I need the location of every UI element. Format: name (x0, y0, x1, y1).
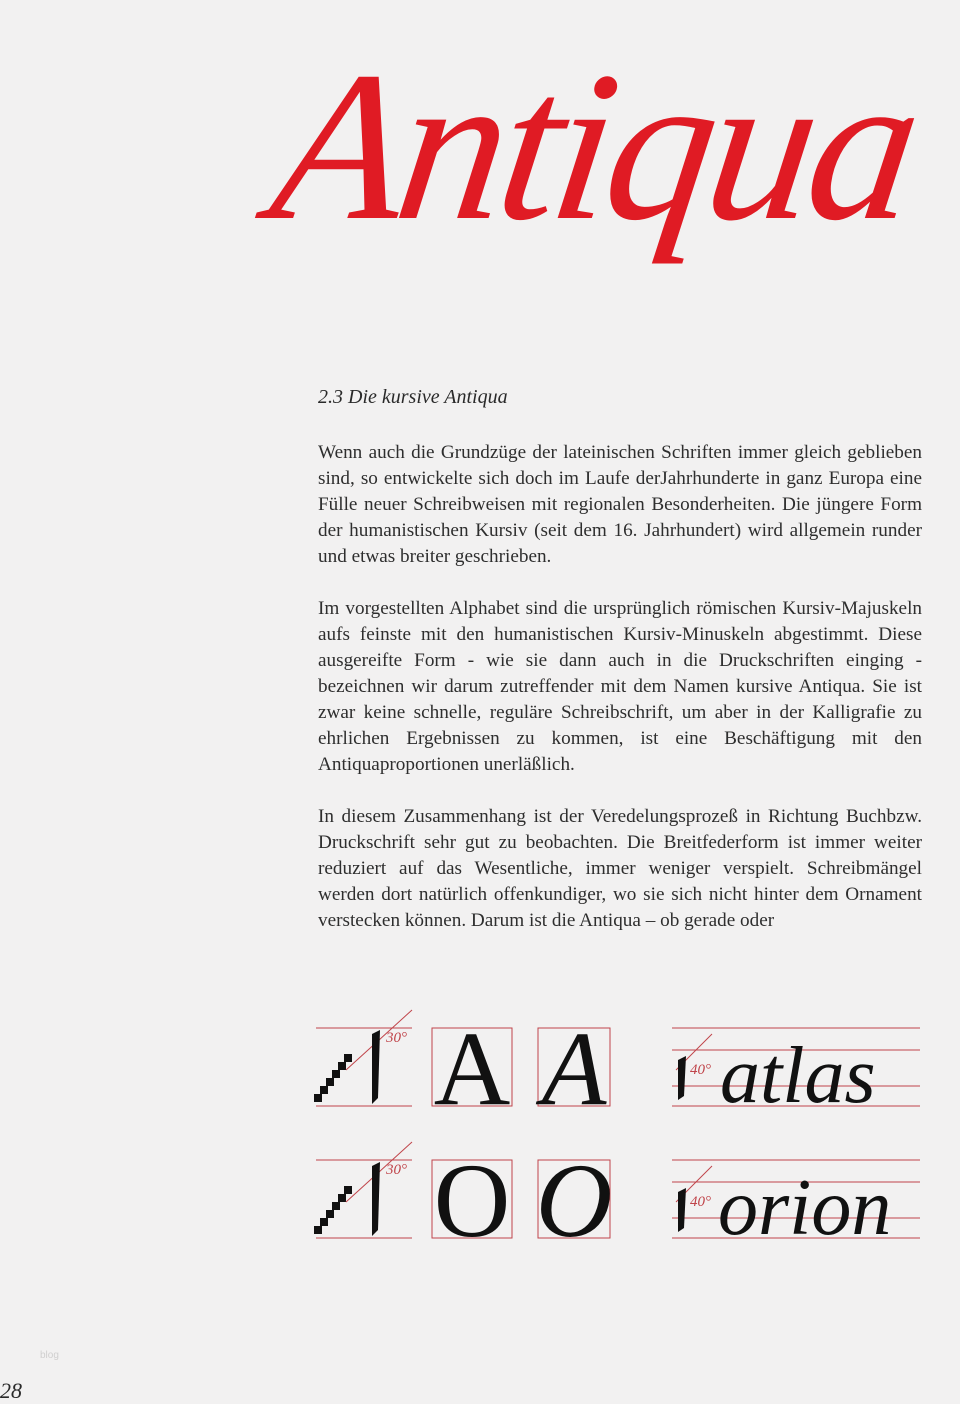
section-heading: 2.3 Die kursive Antiqua (318, 386, 508, 408)
word-orion: orion (718, 1164, 892, 1252)
stroke-sample-row1-right (678, 1056, 686, 1100)
stroke-sample-row2-right (678, 1188, 686, 1232)
letter-o-upright: O (433, 1142, 511, 1259)
angle-label-row1-left: 30° (386, 1030, 407, 1046)
angle-label-row2-left: 30° (386, 1162, 407, 1178)
watermark-text: blog (40, 1350, 59, 1361)
stroke-sample-row1 (372, 1030, 380, 1104)
angle-label-row2-right: 40° (690, 1194, 711, 1210)
calligraphic-title: Antiqua (259, 28, 929, 265)
stroke-sample-row2 (372, 1162, 380, 1236)
pen-ladder-row1 (314, 1054, 352, 1102)
pen-ladder-row2 (314, 1186, 352, 1234)
word-atlas: atlas (720, 1032, 876, 1120)
body-paragraph-1: Wenn auch die Grundzüge der lateinischen Schriften immer gleich geblieben sind, so entwickelte sich doch im Laufe derJahrhunderte in ganz Europa eine Fülle neuer Schreibweisen mit regionalen Besonderheiten. Die jüngere Form der humanistischen Kursiv (seit dem 16. Jahrhundert) wird allgemein runder und etwas breiter geschrieben. (318, 442, 922, 567)
letter-o-italic: O (535, 1142, 613, 1259)
body-paragraph-3: In diesem Zusammenhang ist der Veredelungsprozeß in Richtung Buchbzw. Druckschrift sehr gut zu beobachten. Die Breitfederform ist immer weiter reduziert auf das Wesentliche, immer weniger verspielt. Schreibmängel werden dort natürlich offenkundiger, wo sie sich nicht hinter dem Ornament verstecken können. Darum ist die Antiqua – ob gerade oder (318, 806, 922, 931)
page-number: 28 (0, 1378, 22, 1403)
letter-a-italic: A (541, 1010, 607, 1127)
letter-proportion-diagram (0, 990, 960, 1290)
letter-a-upright: A (433, 1010, 511, 1127)
body-paragraph-2: Im vorgestellten Alphabet sind die ursprünglich römischen Kursiv-Majuskeln aufs feinste mit den humanistischen Kursiv-Minuskeln abgestimmt. Diese ausgereifte Form - wie sie dann auch in die Druckschriften einging - bezeichnen wir darum zutreffender mit dem Namen kursive Antiqua. Sie ist zwar keine schnelle, reguläre Schreibschrift, um aber in der Kalligrafie zu ehrlichen Ergebnissen zu kommen, ist eine Beschäftigung mit den Antiquaproportionen unerläßlich. (318, 598, 922, 775)
letter-proportion-figure (0, 990, 960, 1290)
angle-label-row1-right: 40° (690, 1062, 711, 1078)
